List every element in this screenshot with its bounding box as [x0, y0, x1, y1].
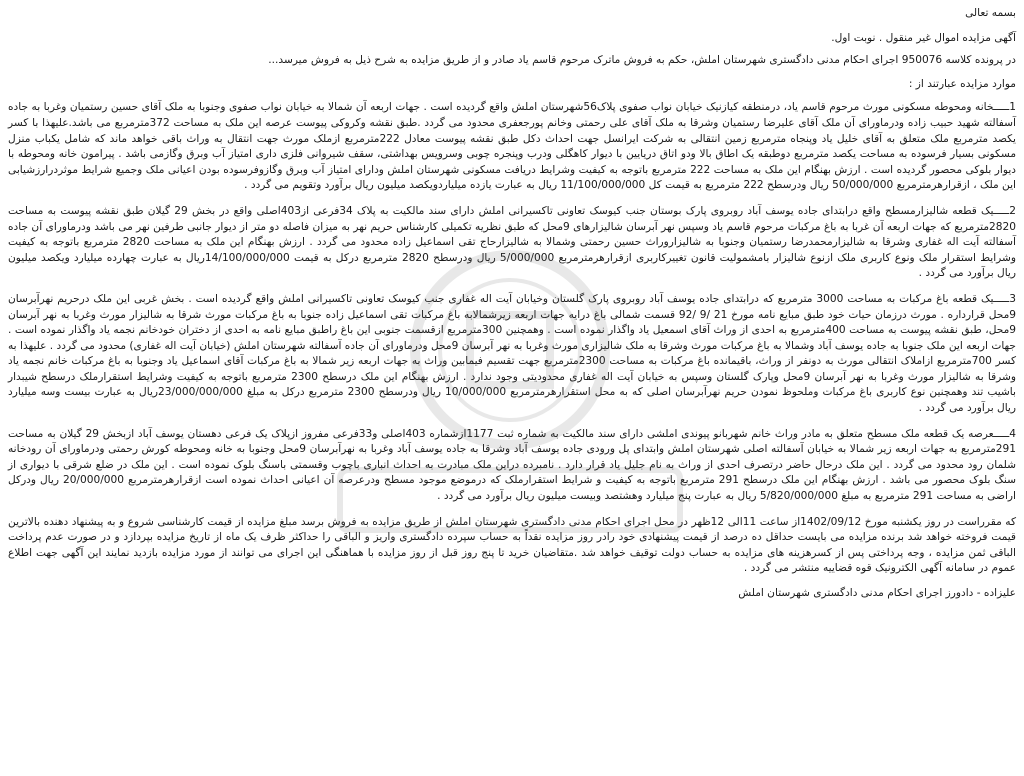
auction-item-3: 3ـــــیک قطعه باغ مرکبات به مساحت 3000 مترمربع که درابتدای جاده یوسف آباد روبروی پارک گلستان وخیابان آیت اله غفاری جنب کیوسک تعاونی تاکسیرانی املش واقع گردیده است . بخش غربی این ملک درحریم نهرآبرسان 9محل قرارداره . مورث درزمان حیات خود طبق مبایع نامه مورخ 21 /9 /92 قسمت شمالی باغ درایه جهات اربعه زیرشمالابه باغ مرکبات تقی اسماعیل زاده جنوبا به باغ مرکبات مورث شرقا به شالیزار مورث وغربا به نهر آبرسان 9محل، طبق نقشه پیوست به مساحت 400مترمربع به احدی از وراث آقای اسمعیل یاد واگذار نموده است . وهمچنین 300مترمربع ازقسمت جنوبی این باغ راطبق مبایع نامه به احدی از دختران خودخانم نجمه یاد واگذار نموده است . جهات اربعه این ملک جنوبا به جاده یوسف آباد وشمالا به باغ مرکبات مورث وشرقا به ملک شالیزاری مورث وغربا به نهر آبرسان 9محل ودرماورای آن جاده آسفالته شهرستان املش (خیابان آیت اله غفاری) محدود می گردد . علیهذا به کسر 700مترمربع ازاملاک انتقالی مورث به دونفر از وراث، باقیمانده باغ مرکبات به مساحت 2300مترمربع جهت تقسیم فیمابین وراث به جهات اربعه زیر شمالا به باغ مرکبات آقای اسماعیل یاد وجنوبا به باغ مرکبات خانم نجمه یاد وشرقا به شالیزار مورث وغربا به نهر آبرسان 9محل وپارک گلستان وسپس به خیابان آیت اله غفاری محدودیتی وجود ندارد . ارزش بهنگام این ملک درسطح 2300 مترمربع باتوجه به کیفیت وشرایط استقرارملک درسطح شیبدار باشیب تند وهمچنین نوع کاربری باغ مرکبات وملحوظ نمودن حریم نهرآبرسان اصلی که به محل استقرارهرمترمربع 10/000/000 ریال ودرسطح 2300 مترمربع درکل به مبلغ 23/000/000/000ریال به عبارت بیست وسه میلیارد ریال برآورد می گردد . — [8, 292, 1017, 415]
notice-title: آگهی مزایده اموال غیر منقول . نوبت اول. — [831, 31, 1016, 44]
signature-line: علیزاده - دادورز اجرای احکام مدنی دادگستری شهرستان املش — [738, 587, 1016, 599]
auction-item-2: 2ـــــیک قطعه شالیزارمسطح واقع درابتدای جاده یوسف آباد روبروی پارک بوستان جنب کیوسک تعاونی تاکسیرانی املش دارای سند مالکیت به پلاک 34فرعی از403اصلی واقع در بخش 29 گیلان طبق نقشه پیوست به مساحت 2820مترمربع که جهات اربعه آن غربا به باغ مرکبات مرحوم قاسم یاد وسپس نهر آبرسان شالیزارهای 9محل که طبق نظریه تکمیلی کارشناس حریم نهر به میزان فاصله دو متر از دیوار جانبی طرفین نهر می باشد ودرماورای آن جاده آسفالته آیت اله غفاری وشرقا به شالیزارمحمدرضا رستمیان وجنوبا به شالیزاروراث حسین رحمتی وشمالا به شالیزارحاج تقی اسماعیل زاده محدود می گردد . ارزش بهنگام این ملک به مساحت 2820 مترمربع باتوجه به کیفیت وشرایط استقرار ملک ونوع کاربری ملک ازنوع شالیزار بامشمولیت قانون تغییرکاربری ازقرارهرمترمربع 5/000/000 ریال ودرسطح 2820 مترمربع درکل به قیمت 14/100/000/000ریال به عبارت چهارده میلیارد ویکصد میلیون ریال برآورد می گردد . — [8, 204, 1016, 280]
document-heading: بسمه تعالی — [965, 7, 1016, 19]
auction-terms: که مقرراست در روز یکشنبه مورخ 1402/09/12از ساعت 11الی 12ظهر در محل اجرای احکام مدنی دادگستری شهرستان املش از طریق مزایده به فروش برسد مبلغ مزایده از قیمت کارشناسی شروع و به پیشنهاد دهنده بالاترین قیمت فروخته خواهد شد برنده مزایده می بایست حداقل ده درصد از قیمت پیشنهادی خود رادر روز مزایده نقداً به حساب سپرده دادگستری واریز و الباقی را حداکثر ظرف یک ماه از تاریخ مزایده بپردازد و در صورت عدم پرداخت الباقی ثمن مزایده ، وجه پرداختی پس از کسرهزینه های مزایده به حساب دولت توقیف خواهد شد .متقاضیان خرید تا پنج روز قبل از روز مزایده با هماهنگی این اجرای می توانند از مورد مزایده بازدید نمایند این آگهی جهت اطلاع عموم در سامانه آگهی الکترونیک قوه قضاییه منتشر می گردد . — [8, 515, 1017, 575]
items-heading: موارد مزایده عبارتند از : — [908, 77, 1016, 90]
auction-item-4: 4ـــــعرصه یک قطعه ملک مسطح متعلق به مادر وراث خانم شهربانو پیوندی املشی دارای سند مالکیت به شماره ثبت 1177ازشماره 403اصلی و33فرعی مفروز ازپلاک یک فرعی دهستان یوسف آباد ازبخش 29 گیلان به مساحت 291مترمربع به جهات اربعه زیر شمالا به خیابان آسفالته اصلی شهرستان املش وابتدای پل ورودی جاده یوسف آباد وشرقا به جاده یوسف آباد وغربا به نهرآبرسان 9محل وجنوبا به خانه ومحوطه کورش رحمتی ودرماورای آن رودخانه شلمان رود محدود می گردد . این ملک درحال حاضر درتصرف احدی از وراث به نام جلیل یاد قرار دارد . نامبرده دراین ملک مبادرت به احداث انباری باچوب وقسمتی باسنگ بلوک نموده است . این ملک در ضلع شرقی با دیواری از سنگ بلوک محصور می باشد . ارزش بهنگام این ملک درسطح 291 مترمربع باتوجه به کیفیت و شرایط استقرارملک که درموضع موجود مسطح ودرعرصه آن اعیانی احداث نموده است ازقرارهرمترمربع 20/000/000 ریال ودرکل اراضی به مساحت 291 مترمربع به مبلغ 5/820/000/000 ریال به عبارت پنج میلیارد وهشتصد وبیست میلیون ریال برآورد می گردد . — [8, 427, 1016, 503]
auction-item-1: 1ـــــخانه ومحوطه مسکونی مورث مرحوم قاسم یاد، درمنطقه کیازنیک خیابان نواب صفوی پلاک56شهرستان املش واقع گردیده است . جهات اربعه آن شمالا به خیابان نواب صفوی وجنوبا به ملک آقای حسین رستمیان وغربا به جاده آسفالته شهید حبیب زاده ودرماورای آن ملک آقای علیرضا رستمیان وشرقا به ملک آقای علی رحمتی وخانم پورجعفری محدود می گردد .طبق نقشه وکروکی پیوست عرصه این ملک به مساحت 372مترمربع می باشد.علیهذا با کسر یکصد مترمربع ملک متعلق به آقای خلیل یاد وپنجاه مترمربع زمین انتقالی به شرکت ایرانسل جهت احداث دکل طبق نقشه پیوست معادل 222مترمربع ازملک مورث جهت انتقال به وراث باقی خواهد ماند که شامل یکباب منزل مسکونی بسیار فرسوده به مساحت یکصد مترمربع دوطبقه یک اطاق بالا ودو اتاق دریایین با دیوار کاهگلی ودرب وپنجره چوبی وسرویس بهداشتی، سقف شیروانی فلزی داری امتیاز آب وبرق وگازمی باشد . پیرامون خانه ومحوطه با دیوار بلوکی محصور گردیده است . ارزش بهنگام این ملک به مساحت 222 مترمربع باتوجه به کیفیت وشرایط دریافت مسکونی شهرستان املش ودارای امتیاز آب وبرق وگازوفرسوده بودن اعیانی ملک وجمیع شرایط موثردرارزشیابی این ملک ، ازقرارهرمترمربع 50/000/000 ریال ودرسطح 222 مترمربع به قیمت کل 11/100/000/000 ریال به عبارت یازده میلیاردویکصد میلیون ریال برآورد وتقویم می گردد . — [8, 101, 1017, 192]
notice-intro: در پرونده کلاسه 950076 اجرای احکام مدنی دادگستری شهرستان املش، حکم به فروش ماترک مرحوم قاسم یاد صادر و از طریق مزایده به شرح ذیل به فروش میرسد... — [268, 54, 1016, 67]
